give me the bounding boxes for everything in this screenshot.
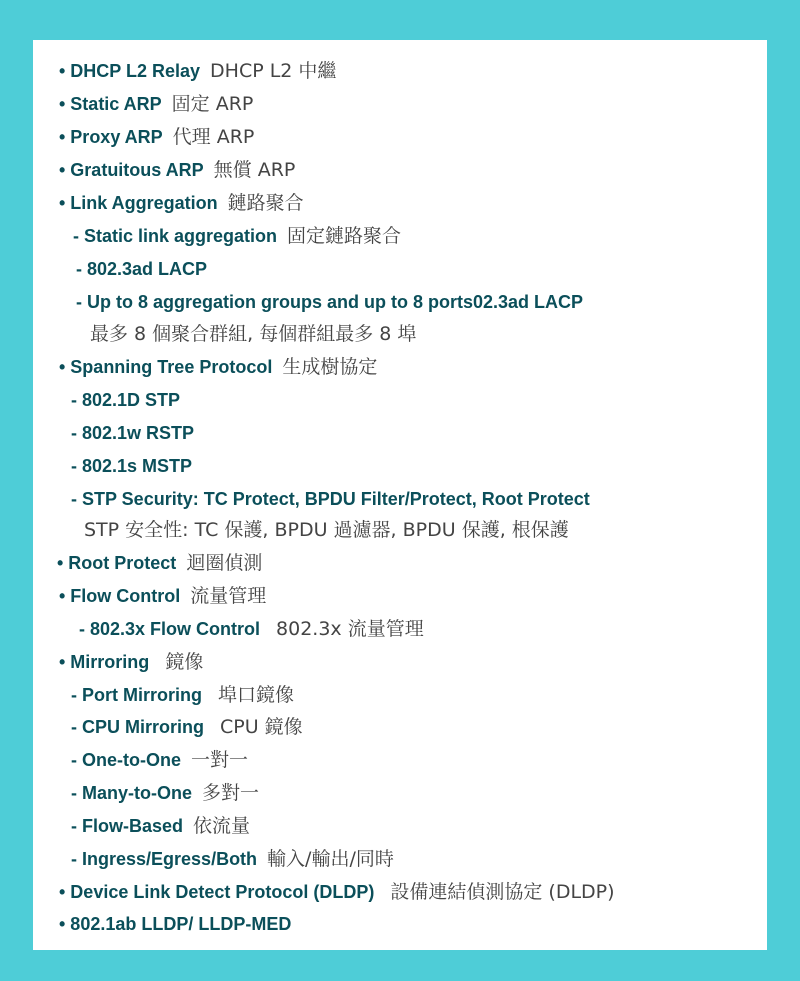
item-label: - Port Mirroring [71, 685, 202, 705]
item-translation: STP 安全性: TC 保護, BPDU 過濾器, BPDU 保護, 根保護 [84, 519, 569, 541]
item-label: • DHCP L2 Relay [59, 61, 201, 81]
item-translation: 迴圈偵測 [186, 552, 263, 574]
list-subitem [71, 745, 800, 775]
item-translation: 鏈路聚合 [227, 192, 304, 214]
list-subitem [71, 680, 800, 710]
item-translation: 埠口鏡像 [218, 684, 295, 706]
item-translation: 最多 8 個聚合群組, 每個群組最多 8 埠 [90, 323, 417, 345]
list-item [59, 155, 793, 185]
item-label: • Link Aggregation [59, 193, 218, 213]
list-item [59, 188, 793, 218]
item-translation: 多對一 [202, 782, 260, 804]
list-subitem [71, 484, 800, 514]
item-translation: 流量管理 [190, 585, 267, 607]
item-label: - CPU Mirroring [71, 717, 204, 737]
item-label: - 802.1s MSTP [71, 456, 193, 476]
item-translation: 固定鏈路聚合 [287, 225, 402, 247]
item-label: - Ingress/Egress/Both [71, 849, 258, 869]
item-label: - 802.1w RSTP [71, 423, 195, 443]
item-label: • Gratuitous ARP [59, 160, 204, 180]
list-subitem [71, 451, 800, 481]
item-translation: 802.3x 流量管理 [276, 618, 424, 640]
list-item [59, 122, 793, 152]
item-label: • Flow Control [59, 586, 181, 606]
item-translation: 代理 ARP [172, 126, 255, 148]
item-translation: DHCP L2 中繼 [210, 60, 337, 82]
list-subitem [71, 778, 800, 808]
item-label: • Static ARP [59, 94, 162, 114]
list-subitem [71, 811, 800, 841]
list-subitem [76, 287, 800, 317]
list-continuation [84, 515, 800, 545]
item-translation: 固定 ARP [171, 93, 254, 115]
list-subitem [71, 418, 800, 448]
list-item [59, 877, 793, 907]
list-item [57, 548, 791, 578]
list-item [59, 89, 793, 119]
list-subitem [79, 614, 800, 644]
item-label: - Flow-Based [71, 816, 184, 836]
item-label: • Device Link Detect Protocol (DLDP) [59, 882, 375, 902]
item-label: - 802.1D STP [71, 390, 181, 410]
item-label: • Proxy ARP [59, 127, 163, 147]
feature-card [33, 40, 767, 950]
item-label: • Mirroring [59, 652, 150, 672]
item-label: - One-to-One [71, 750, 181, 770]
item-translation: 輸入/輸出/同時 [267, 848, 394, 870]
item-label: - 802.3x Flow Control [79, 619, 261, 639]
list-subitem [71, 385, 800, 415]
item-label: • Spanning Tree Protocol [59, 357, 273, 377]
list-item [59, 56, 793, 86]
list-subitem [71, 712, 800, 742]
item-label: - Static link aggregation [73, 226, 278, 246]
item-translation: CPU 鏡像 [220, 716, 303, 738]
item-label: - Many-to-One [71, 783, 192, 803]
list-item [59, 647, 793, 677]
item-label: - 802.3ad LACP [76, 259, 208, 279]
item-translation: 一對一 [191, 749, 249, 771]
item-translation: 鏡像 [165, 651, 204, 673]
list-subitem [73, 221, 800, 251]
item-label: • 802.1ab LLDP/ LLDP-MED [59, 914, 292, 934]
item-label: • Root Protect [57, 553, 177, 573]
list-item [59, 352, 793, 382]
list-subitem [71, 844, 800, 874]
list-item [59, 909, 793, 939]
item-translation: 設備連結偵測協定 (DLDP) [390, 881, 615, 903]
list-item [59, 581, 793, 611]
item-translation: 生成樹協定 [282, 356, 378, 378]
item-translation: 無償 ARP [213, 159, 296, 181]
list-continuation [90, 319, 800, 349]
item-translation: 依流量 [193, 815, 251, 837]
item-label: - Up to 8 aggregation groups and up to 8 ports02.3ad LACP [76, 292, 584, 312]
item-label: - STP Security: TC Protect, BPDU Filter/Protect, Root Protect [71, 489, 590, 509]
list-subitem [76, 254, 800, 284]
